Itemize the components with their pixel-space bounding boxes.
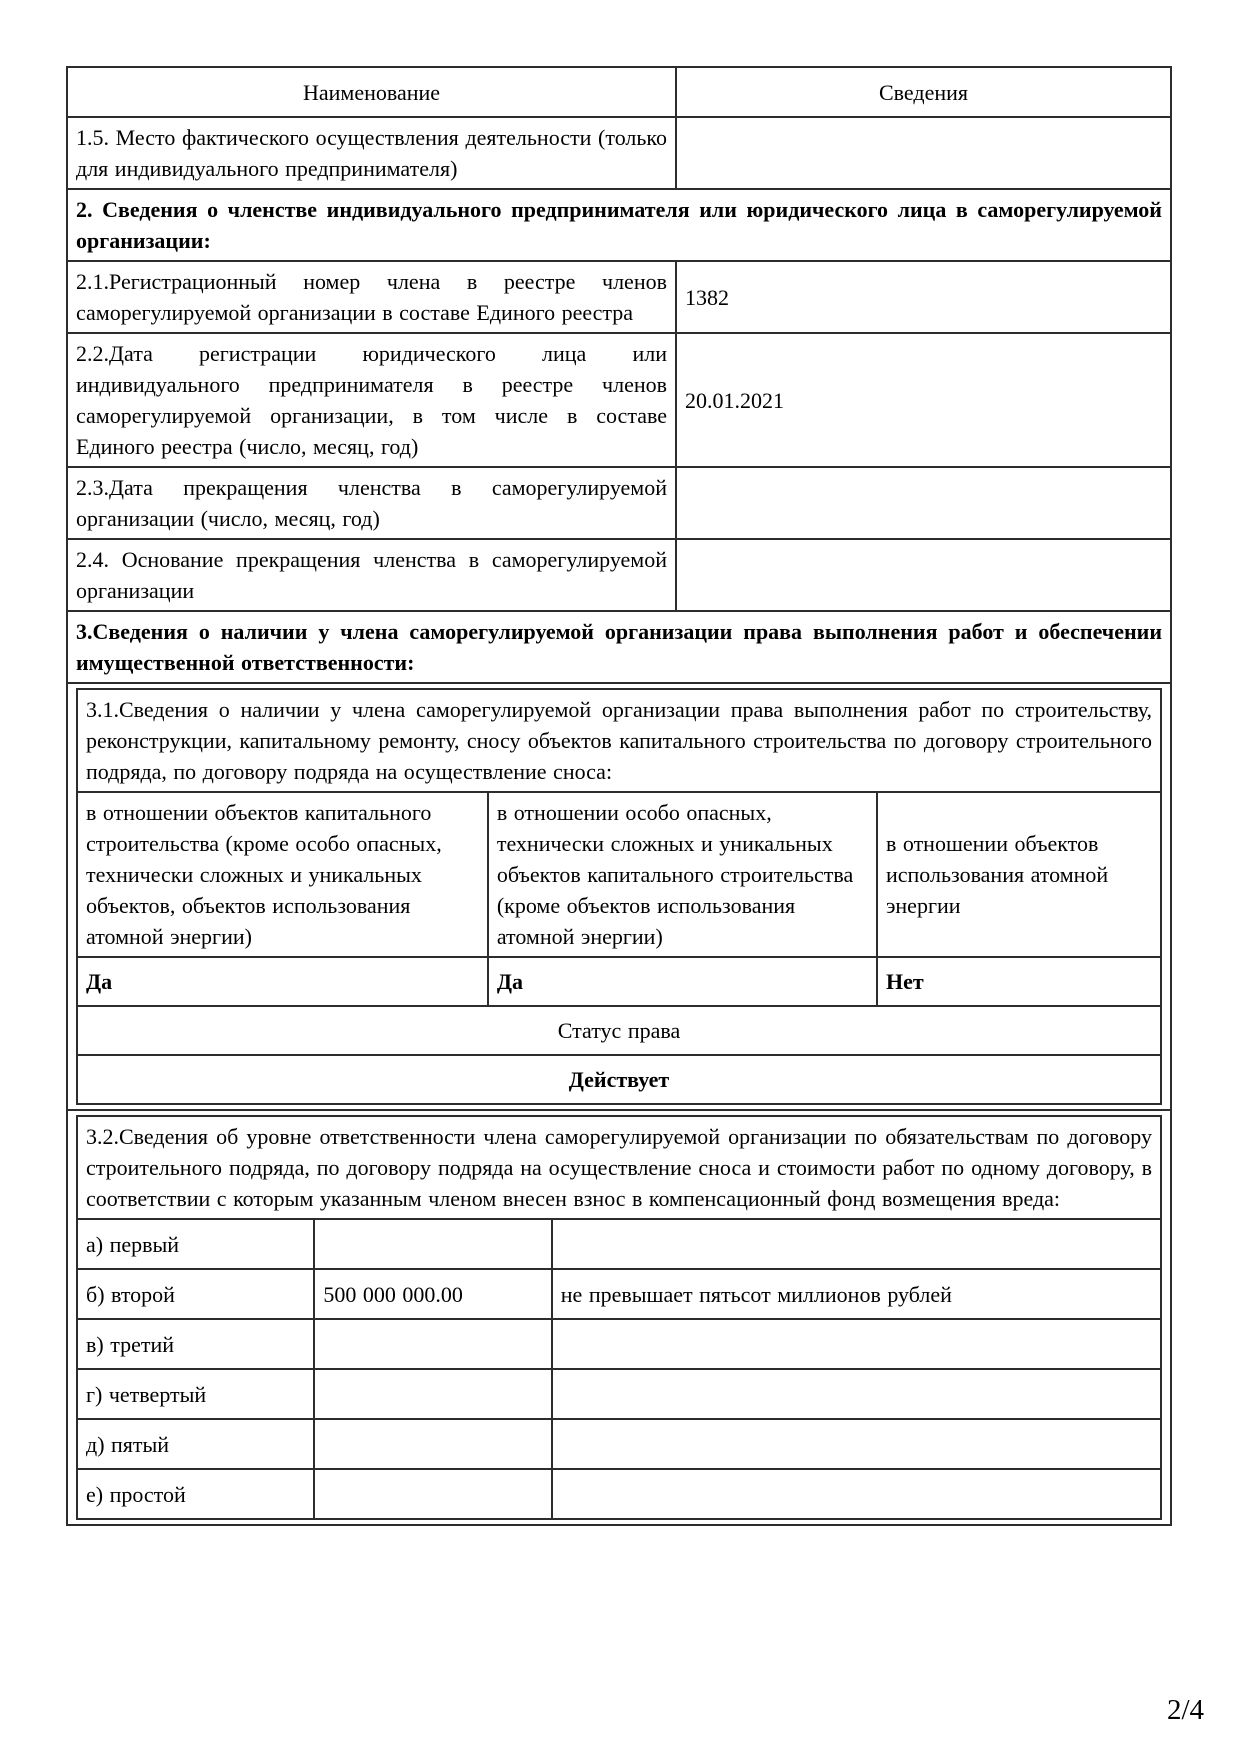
level-g-limit <box>552 1369 1161 1419</box>
level-e-label: е) простой <box>77 1469 314 1519</box>
level-d-label: д) пятый <box>77 1419 314 1469</box>
row-2-4-value <box>676 539 1171 611</box>
level-a-amount <box>314 1219 551 1269</box>
status-value-row <box>77 1055 1161 1104</box>
object-type-column-1: в отношении объектов капитального строительства (кроме особо опасных, технически сложных и уникальных объектов, объектов использования атомной энергии) <box>77 792 488 957</box>
level-b-limit: не превышает пятьсот миллионов рублей <box>552 1269 1161 1319</box>
level-a-limit <box>552 1219 1161 1269</box>
level-b-amount: 500 000 000.00 <box>314 1269 551 1319</box>
row-2-3-label: 2.3.Дата прекращения членства в саморегулируемой организации (число, месяц, год) <box>67 467 676 539</box>
row-2-1-value: 1382 <box>676 261 1171 333</box>
answer-value-2: Да <box>488 957 877 1006</box>
status-label-row <box>77 1006 1161 1055</box>
row-2-4 <box>67 539 1171 611</box>
row-2-3 <box>67 467 1171 539</box>
status-label: Статус права <box>77 1006 1161 1055</box>
subtable-3-1 <box>76 688 1162 1105</box>
section-2-heading: 2. Сведения о членстве индивидуального предпринимателя или юридического лица в саморегулируемой организации: <box>67 189 1171 261</box>
column-header-name: Наименование <box>67 67 676 117</box>
row-1-5-value <box>676 117 1171 189</box>
level-row-g <box>77 1369 1161 1419</box>
level-row-b <box>77 1269 1161 1319</box>
row-1-5-label: 1.5. Место фактического осуществления деятельности (только для индивидуального предпринимателя) <box>67 117 676 189</box>
level-d-limit <box>552 1419 1161 1469</box>
subtable-3-1-caption-row <box>77 689 1161 792</box>
row-2-3-value <box>676 467 1171 539</box>
main-table <box>66 66 1172 1526</box>
level-row-d <box>77 1419 1161 1469</box>
object-type-column-2: в отношении особо опасных, технически сложных и уникальных объектов капитального строительства (кроме объектов использования атомной энергии) <box>488 792 877 957</box>
subtable-3-2-cell <box>67 1110 1171 1525</box>
level-e-limit <box>552 1469 1161 1519</box>
level-b-label: б) второй <box>77 1269 314 1319</box>
section-2-row <box>67 189 1171 261</box>
row-2-2-value: 20.01.2021 <box>676 333 1171 467</box>
table-header-row <box>67 67 1171 117</box>
row-2-1 <box>67 261 1171 333</box>
row-2-1-label: 2.1.Регистрационный номер члена в реестре членов саморегулируемой организации в составе Единого реестра <box>67 261 676 333</box>
page-number: 2/4 <box>1166 1694 1204 1726</box>
row-2-2-label: 2.2.Дата регистрации юридического лица или индивидуального предпринимателя в реестре членов саморегулируемой организации, в том числе в составе Единого реестра (число, месяц, год) <box>67 333 676 467</box>
level-g-amount <box>314 1369 551 1419</box>
subtable-3-1-row <box>67 683 1171 1110</box>
object-type-column-3: в отношении объектов использования атомной энергии <box>877 792 1161 957</box>
level-v-amount <box>314 1319 551 1369</box>
level-row-e <box>77 1469 1161 1519</box>
section-3-row <box>67 611 1171 683</box>
row-2-2 <box>67 333 1171 467</box>
section-3-heading: 3.Сведения о наличии у члена саморегулируемой организации права выполнения работ и обеспечении имущественной ответственности: <box>67 611 1171 683</box>
subtable-3-1-cell <box>67 683 1171 1110</box>
subtable-3-2-caption-row <box>77 1116 1161 1219</box>
answer-value-3: Нет <box>877 957 1161 1006</box>
level-v-limit <box>552 1319 1161 1369</box>
level-row-a <box>77 1219 1161 1269</box>
subtable-3-1-columns-row <box>77 792 1161 957</box>
level-v-label: в) третий <box>77 1319 314 1369</box>
level-a-label: а) первый <box>77 1219 314 1269</box>
subtable-3-1-caption: 3.1.Сведения о наличии у члена саморегулируемой организации права выполнения работ по строительству, реконструкции, капитальному ремонту, сносу объектов капитального строительства по договору строительного подряда, по договору подряда на осуществление сноса: <box>77 689 1161 792</box>
subtable-3-2 <box>76 1115 1162 1520</box>
subtable-3-1-answers-row <box>77 957 1161 1006</box>
level-d-amount <box>314 1419 551 1469</box>
answer-value-1: Да <box>77 957 488 1006</box>
level-e-amount <box>314 1469 551 1519</box>
row-2-4-label: 2.4. Основание прекращения членства в саморегулируемой организации <box>67 539 676 611</box>
level-g-label: г) четвертый <box>77 1369 314 1419</box>
status-value: Действует <box>77 1055 1161 1104</box>
column-header-info: Сведения <box>676 67 1171 117</box>
row-1-5 <box>67 117 1171 189</box>
level-row-v <box>77 1319 1161 1369</box>
subtable-3-2-caption: 3.2.Сведения об уровне ответственности члена саморегулируемой организации по обязательствам по договору строительного подряда, по договору подряда на осуществление сноса и стоимости работ по одному договору, в соответствии с которым указанным членом внесен взнос в компенсационный фонд возмещения вреда: <box>77 1116 1161 1219</box>
subtable-3-2-row <box>67 1110 1171 1525</box>
